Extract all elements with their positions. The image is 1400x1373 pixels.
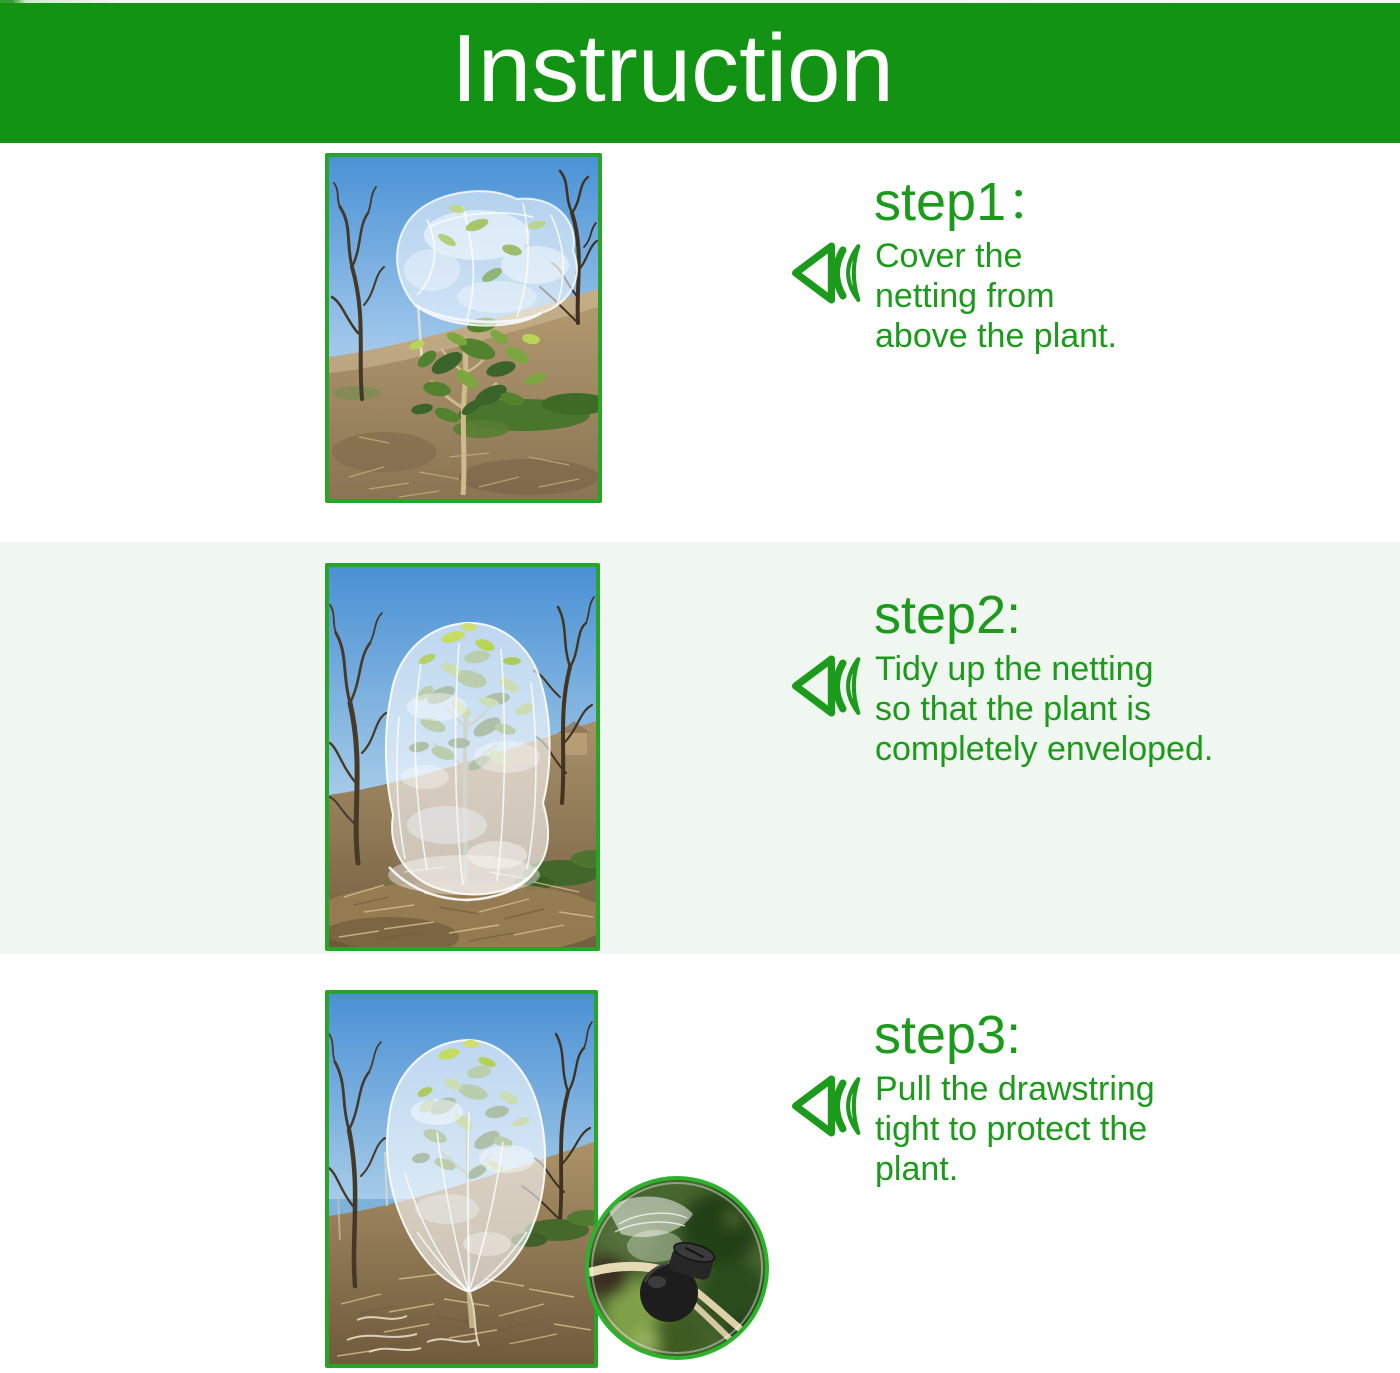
drawstring-toggle-inset: [585, 1176, 769, 1360]
step1-heading: step1：: [874, 172, 1061, 232]
step3-text: [788, 1006, 1155, 1189]
step3-line2: tight to protect the: [875, 1110, 1148, 1148]
tree-netting-top-scene: [329, 157, 598, 499]
step2-section: [0, 542, 1400, 954]
step2-text: [788, 586, 1213, 769]
step3-line1: Pull the drawstring: [875, 1070, 1155, 1108]
step1-photo: [325, 153, 602, 503]
step1-description: [875, 236, 1117, 356]
step1-line1: Cover the: [875, 237, 1023, 275]
rewind-arrows-icon: [788, 651, 870, 721]
rewind-arrows-icon: [788, 238, 870, 308]
step3-heading: step3:: [874, 1005, 1022, 1065]
step2-heading: step2:: [874, 585, 1022, 645]
step2-line2: so that the plant is: [875, 690, 1151, 728]
page-title: Instruction: [451, 15, 894, 122]
rewind-arrows-icon: [788, 1071, 870, 1141]
step1-text: [788, 173, 1117, 356]
cord-lock-closeup: [589, 1180, 765, 1356]
step2-photo: [325, 563, 600, 951]
step2-description: [875, 649, 1213, 769]
step3-photo: [325, 990, 598, 1368]
step1-line3: above the plant.: [875, 317, 1117, 355]
step3-description: [875, 1069, 1155, 1189]
step1-section: [0, 143, 1400, 542]
netting-cinched-scene: [329, 994, 594, 1364]
netting-envelope: [386, 622, 550, 900]
step1-line2: netting from: [875, 277, 1055, 315]
step2-line3: completely enveloped.: [875, 730, 1214, 768]
header-banner: [0, 3, 1400, 143]
netting-bundle: [397, 191, 577, 325]
step3-line3: plant.: [875, 1150, 959, 1188]
step2-line1: Tidy up the netting: [875, 650, 1154, 688]
tree-enveloped-scene: [329, 567, 596, 947]
step3-section: [0, 954, 1400, 1373]
